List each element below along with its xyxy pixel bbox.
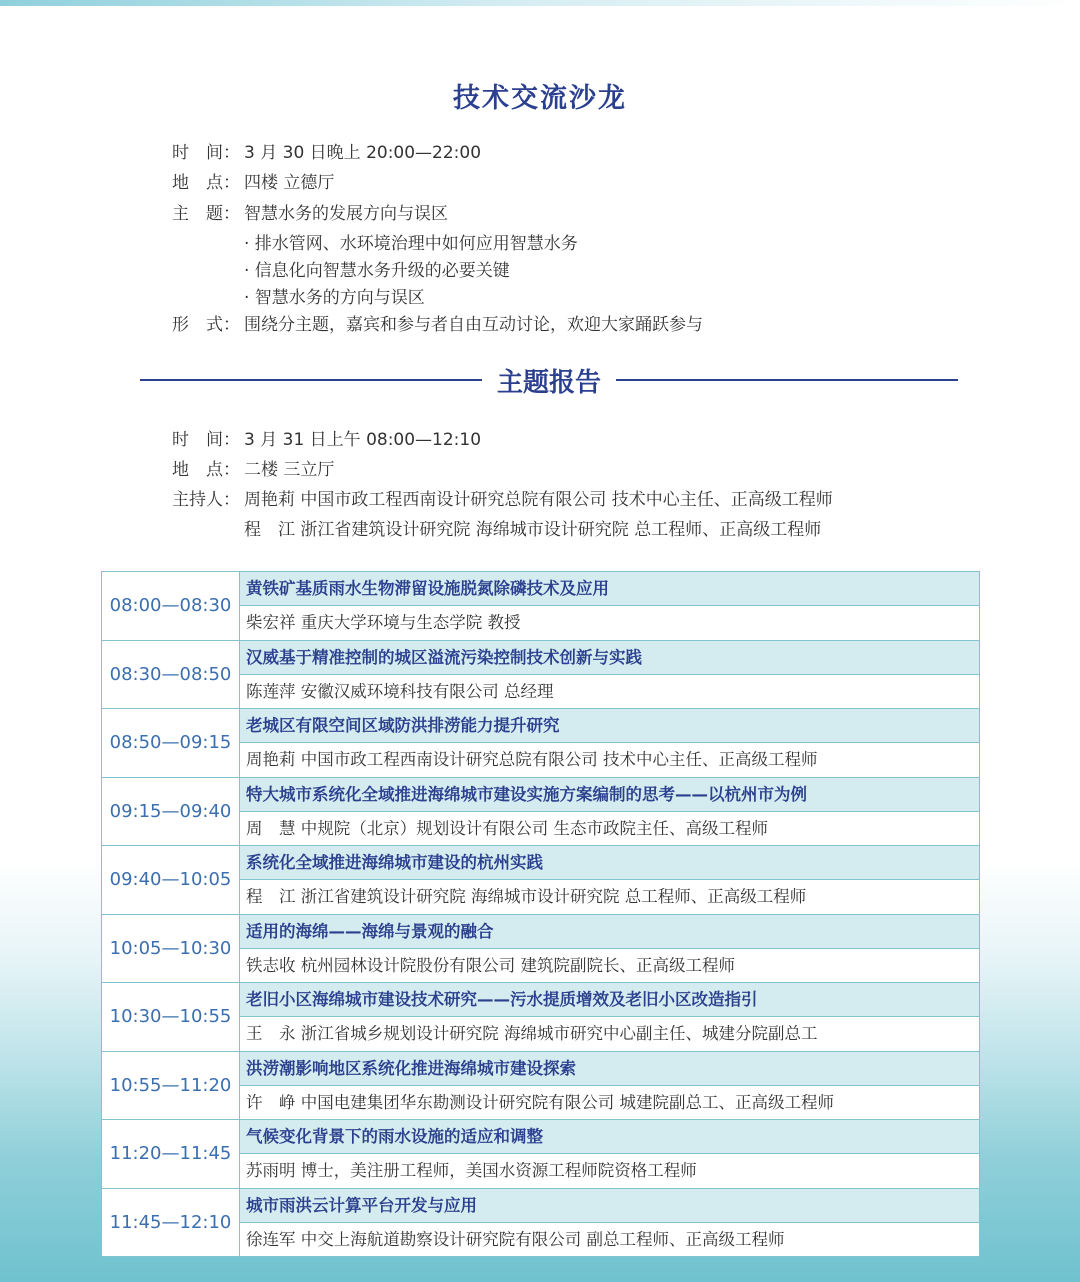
schedule-detail bbox=[240, 1052, 979, 1120]
divider-line-right bbox=[616, 379, 958, 381]
schedule-detail bbox=[240, 709, 979, 777]
schedule-topic: 老旧小区海绵城市建设技术研究——污水提质增效及老旧小区改造指引 bbox=[240, 983, 979, 1017]
schedule-detail bbox=[240, 572, 979, 640]
salon-theme-value: 智慧水务的发展方向与误区 bbox=[244, 204, 448, 224]
schedule-speaker: 许 峥 中国电建集团华东勘测设计研究院有限公司 城建院副总工、正高级工程师 bbox=[246, 1092, 834, 1112]
salon-time bbox=[172, 138, 481, 163]
schedule-speaker: 程 江 浙江省建筑设计研究院 海绵城市设计研究院 总工程师、正高级工程师 bbox=[246, 887, 807, 906]
report-host-1: 周艳莉 中国市政工程西南设计研究总院有限公司 技术中心主任、正高级工程师 bbox=[244, 490, 833, 510]
salon-bullet: · 排水管网、水环境治理中如何应用智慧水务 bbox=[244, 234, 578, 254]
salon-place-value: 四楼 立德厅 bbox=[244, 173, 335, 193]
schedule-topic: 洪涝潮影响地区系统化推进海绵城市建设探索 bbox=[240, 1052, 979, 1086]
salon-bullet: · 智慧水务的方向与误区 bbox=[244, 288, 425, 308]
schedule-time: 09:40—10:05 bbox=[102, 846, 240, 914]
schedule-topic: 城市雨洪云计算平台开发与应用 bbox=[240, 1189, 979, 1223]
schedule-time: 09:15—09:40 bbox=[102, 778, 240, 846]
schedule-time: 08:00—08:30 bbox=[102, 572, 240, 640]
schedule-detail bbox=[240, 778, 979, 846]
report-place bbox=[172, 455, 334, 480]
schedule-speaker: 徐连军 中交上海航道勘察设计研究院有限公司 副总工程师、正高级工程师 bbox=[246, 1229, 785, 1249]
schedule-time: 10:05—10:30 bbox=[102, 915, 240, 983]
schedule-detail bbox=[240, 1189, 979, 1257]
salon-time-value: 3 月 30 日晚上 20:00—22:00 bbox=[244, 143, 482, 163]
salon-time-label: 时 间： bbox=[172, 143, 240, 163]
schedule-row bbox=[102, 983, 979, 1052]
salon-form-value: 围绕分主题，嘉宾和参与者自由互动讨论，欢迎大家踊跃参与 bbox=[244, 315, 703, 335]
top-decor-strip bbox=[0, 0, 1080, 6]
report-time-value: 3 月 31 日上午 08:00—12:10 bbox=[244, 430, 482, 450]
schedule-time: 08:50—09:15 bbox=[102, 709, 240, 777]
schedule-detail bbox=[240, 915, 979, 983]
schedule-row bbox=[102, 915, 979, 984]
schedule-row bbox=[102, 709, 979, 778]
schedule-row bbox=[102, 641, 979, 710]
schedule-row bbox=[102, 846, 979, 915]
report-host bbox=[172, 485, 833, 510]
report-place-label: 地 点： bbox=[172, 460, 240, 480]
schedule-detail bbox=[240, 846, 979, 914]
schedule-row bbox=[102, 1189, 979, 1257]
schedule-time: 08:30—08:50 bbox=[102, 641, 240, 709]
report-section-title: 主题报告 bbox=[496, 368, 601, 398]
report-time bbox=[172, 425, 481, 450]
schedule-topic: 黄铁矿基质雨水生物滞留设施脱氮除磷技术及应用 bbox=[240, 572, 979, 606]
report-host-2: 程 江 浙江省建筑设计研究院 海绵城市设计研究院 总工程师、正高级工程师 bbox=[244, 520, 822, 540]
schedule-speaker: 王 永 浙江省城乡规划设计研究院 海绵城市研究中心副主任、城建分院副总工 bbox=[246, 1024, 818, 1043]
salon-bullet: · 信息化向智慧水务升级的必要关键 bbox=[244, 261, 510, 281]
divider-line-left bbox=[140, 379, 482, 381]
schedule-speaker: 周 慧 中规院（北京）规划设计有限公司 生态市政院主任、高级工程师 bbox=[246, 818, 768, 838]
salon-form bbox=[172, 310, 703, 335]
salon-theme-label: 主 题： bbox=[172, 204, 240, 224]
schedule-time: 11:20—11:45 bbox=[102, 1120, 240, 1188]
schedule-time: 10:55—11:20 bbox=[102, 1052, 240, 1120]
report-time-label: 时 间： bbox=[172, 430, 240, 450]
report-section-divider bbox=[140, 362, 958, 398]
schedule-speaker: 陈莲萍 安徽汉威环境科技有限公司 总经理 bbox=[246, 681, 554, 701]
schedule-topic: 系统化全域推进海绵城市建设的杭州实践 bbox=[240, 846, 979, 880]
schedule-detail bbox=[240, 1120, 979, 1188]
report-host-label: 主持人： bbox=[172, 490, 240, 510]
schedule-speaker: 苏雨明 博士，美注册工程师，美国水资源工程师院资格工程师 bbox=[246, 1161, 697, 1180]
schedule-table bbox=[101, 571, 980, 1257]
schedule-time: 10:30—10:55 bbox=[102, 983, 240, 1051]
schedule-topic: 汉威基于精准控制的城区溢流污染控制技术创新与实践 bbox=[240, 641, 979, 675]
schedule-topic: 适用的海绵——海绵与景观的融合 bbox=[240, 915, 979, 949]
schedule-row bbox=[102, 1120, 979, 1189]
schedule-time: 11:45—12:10 bbox=[102, 1189, 240, 1257]
schedule-detail bbox=[240, 983, 979, 1051]
salon-place-label: 地 点： bbox=[172, 173, 240, 193]
schedule-row bbox=[102, 778, 979, 847]
salon-place bbox=[172, 168, 334, 193]
salon-theme bbox=[172, 199, 448, 224]
schedule-row bbox=[102, 1052, 979, 1121]
report-place-value: 二楼 三立厅 bbox=[244, 460, 335, 480]
salon-title: 技术交流沙龙 bbox=[453, 83, 627, 114]
schedule-detail bbox=[240, 641, 979, 709]
schedule-speaker: 柴宏祥 重庆大学环境与生态学院 教授 bbox=[246, 613, 521, 632]
salon-form-label: 形 式： bbox=[172, 315, 240, 335]
schedule-speaker: 周艳莉 中国市政工程西南设计研究总院有限公司 技术中心主任、正高级工程师 bbox=[246, 750, 818, 769]
schedule-speaker: 铁志收 杭州园林设计院股份有限公司 建筑院副院长、正高级工程师 bbox=[246, 955, 735, 975]
schedule-topic: 气候变化背景下的雨水设施的适应和调整 bbox=[240, 1120, 979, 1154]
schedule-topic: 老城区有限空间区域防洪排涝能力提升研究 bbox=[240, 709, 979, 743]
schedule-topic: 特大城市系统化全域推进海绵城市建设实施方案编制的思考——以杭州市为例 bbox=[240, 778, 979, 812]
schedule-row bbox=[102, 572, 979, 641]
